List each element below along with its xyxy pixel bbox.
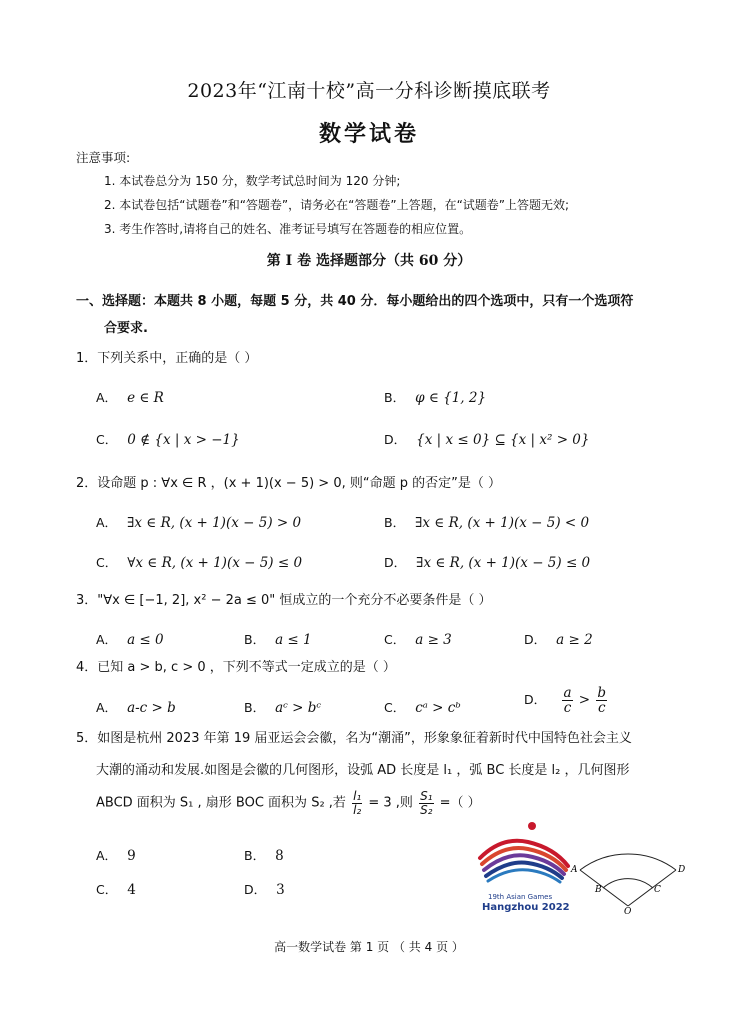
numerator: l₁ xyxy=(353,789,362,803)
option-text: a ≥ 2 xyxy=(556,632,593,648)
line-3-part-c: =（ ） xyxy=(439,795,481,811)
part-title: 第 I 卷 选择题部分（共 60 分） xyxy=(266,253,472,269)
option-letter: C． xyxy=(384,700,406,715)
question-3-option-d xyxy=(524,630,593,648)
question-2-option-a xyxy=(96,513,301,531)
option-text: ∀x ∈ R, (x + 1)(x − 5) ≤ 0 xyxy=(127,555,303,571)
question-1-option-b xyxy=(384,388,486,406)
denominator: S₂ xyxy=(420,802,433,817)
exam-subtitle: 数学试卷 xyxy=(318,122,419,147)
section-instructions: 一、选择题：本题共 8 小题，每题 5 分，共 40 分．每小题给出的四个选项中，只有一个选项符 xyxy=(76,294,634,309)
question-2-stem: 2．设命题 p : ∀x ∈ R ，(x + 1)(x − 5) > 0, 则“命题 p 的否定”是（ ） xyxy=(76,476,501,491)
fraction-l1-over-l2 xyxy=(352,790,362,816)
option-text: ∃x ∈ R, (x + 1)(x − 5) > 0 xyxy=(127,515,302,531)
logo-line-2: Hangzhou 2022 xyxy=(482,902,570,913)
page-footer: 高一数学试卷 第 1 页 （ 共 4 页 ） xyxy=(274,940,464,954)
option-text: a ≤ 0 xyxy=(127,632,164,648)
greater-than: > xyxy=(578,692,591,709)
option-letter: A． xyxy=(96,700,118,715)
option-letter: A． xyxy=(96,848,118,863)
option-text: 9 xyxy=(127,848,136,864)
option-letter: D． xyxy=(384,432,407,447)
option-letter: B． xyxy=(244,700,266,715)
option-text: e ∈ R xyxy=(127,390,164,406)
question-1-option-a xyxy=(96,388,164,406)
option-text: a-c > b xyxy=(127,700,176,716)
question-3-option-c xyxy=(384,630,452,648)
line-3-part-a: ABCD 面积为 S₁ , 扇形 BOC 面积为 S₂ ,若 xyxy=(96,795,346,811)
option-letter: C． xyxy=(96,555,118,570)
option-text: aᶜ > bᶜ xyxy=(275,700,322,716)
question-1-option-c xyxy=(96,430,240,448)
option-letter: B． xyxy=(384,515,406,530)
option-letter: A． xyxy=(96,632,118,647)
option-text: cᵃ > cᵇ xyxy=(415,700,461,716)
label-d: D xyxy=(678,865,686,875)
numerator: b xyxy=(597,685,607,701)
option-letter: C． xyxy=(384,632,406,647)
question-5-option-a xyxy=(96,846,136,864)
option-letter: B． xyxy=(244,848,266,863)
option-text: 8 xyxy=(275,848,284,864)
question-3-option-a xyxy=(96,630,164,648)
fraction-a-over-c xyxy=(562,686,572,715)
option-letter: A． xyxy=(96,515,118,530)
notice-item: 1. 本试卷总分为 150 分，数学考试总时间为 120 分钟; xyxy=(104,174,401,188)
question-4-stem: 4．已知 a > b, c > 0 ，下列不等式一定成立的是（ ） xyxy=(76,660,396,675)
question-1-stem: 1．下列关系中，正确的是（ ） xyxy=(76,351,258,366)
question-5-line-3 xyxy=(96,790,481,816)
logo-line-1: 19th Asian Games xyxy=(488,893,553,901)
question-5-option-b xyxy=(244,846,284,864)
notice-item: 3. 考生作答时,请将自己的姓名、准考证号填写在答题卷的相应位置。 xyxy=(104,222,472,236)
option-letter: D． xyxy=(244,882,267,897)
question-5-line-1: 5．如图是杭州 2023 年第 19 届亚运会会徽，名为“潮涌”，形象象征着新时代中国特色社会主义 xyxy=(76,731,632,746)
numerator: S₁ xyxy=(420,789,433,803)
question-4-option-b xyxy=(244,698,321,716)
fraction-s1-over-s2 xyxy=(419,790,433,816)
label-a: A xyxy=(571,865,578,875)
denominator: c xyxy=(563,700,572,717)
question-5-option-c xyxy=(96,880,136,898)
question-5-line-2: 大潮的涌动和发展.如图是会徽的几何图形，设弧 AD 长度是 l₁ ，弧 BC 长度是 l₂ ，几何图形 xyxy=(96,763,630,778)
option-text: 0 ∉ {x | x > −1} xyxy=(127,432,240,448)
notice-item: 2. 本试卷包括“试题卷”和“答题卷”，请务必在“答题卷”上答题，在“试题卷”上答题无效; xyxy=(104,198,570,212)
question-4-option-d xyxy=(524,686,609,715)
numerator: a xyxy=(563,685,572,701)
label-c: C xyxy=(654,885,661,895)
section-instructions-cont: 合要求. xyxy=(104,321,148,336)
option-text: 3 xyxy=(276,882,285,898)
line-3-part-b: = 3 ,则 xyxy=(368,795,413,811)
question-3-stem: 3．"∀x ∈ [−1, 2], x² − 2a ≤ 0" 恒成立的一个充分不必要条件是（ ） xyxy=(76,593,492,608)
question-2-option-d xyxy=(384,553,590,571)
denominator: l₂ xyxy=(353,802,362,817)
question-2-option-b xyxy=(384,513,589,531)
option-text: ∃x ∈ R, (x + 1)(x − 5) < 0 xyxy=(415,515,590,531)
fraction-b-over-c xyxy=(596,686,607,715)
asian-games-logo xyxy=(474,818,574,914)
option-letter: D． xyxy=(524,632,547,647)
label-o: O xyxy=(624,907,632,916)
option-letter: D． xyxy=(524,692,547,708)
option-letter: C． xyxy=(96,432,118,447)
notice-heading: 注意事项: xyxy=(76,150,131,165)
question-3-option-b xyxy=(244,630,312,648)
option-letter: B． xyxy=(384,390,406,405)
option-letter: B． xyxy=(244,632,266,647)
label-b: B xyxy=(595,885,602,895)
denominator: c xyxy=(597,700,606,717)
option-text: φ ∈ {1, 2} xyxy=(415,390,487,406)
question-1-option-d xyxy=(384,430,590,448)
question-4-option-c xyxy=(384,698,461,716)
question-5-option-d xyxy=(244,880,285,898)
question-4-option-a xyxy=(96,698,176,716)
option-text: ∃x ∈ R, (x + 1)(x − 5) ≤ 0 xyxy=(416,555,591,571)
option-text: 4 xyxy=(127,882,136,898)
sector-figure xyxy=(568,830,688,916)
exam-title: 2023年“江南十校”高一分科诊断摸底联考 xyxy=(187,80,551,102)
option-letter: A． xyxy=(96,390,118,405)
option-text: a ≤ 1 xyxy=(275,632,312,648)
option-text: {x | x ≤ 0} ⊆ {x | x² > 0} xyxy=(416,432,590,448)
option-letter: C． xyxy=(96,882,118,897)
option-text: a ≥ 3 xyxy=(415,632,452,648)
chaoyong-emblem-icon xyxy=(474,818,574,914)
question-2-option-c xyxy=(96,553,302,571)
sector-diagram xyxy=(568,830,688,916)
option-letter: D． xyxy=(384,555,407,570)
